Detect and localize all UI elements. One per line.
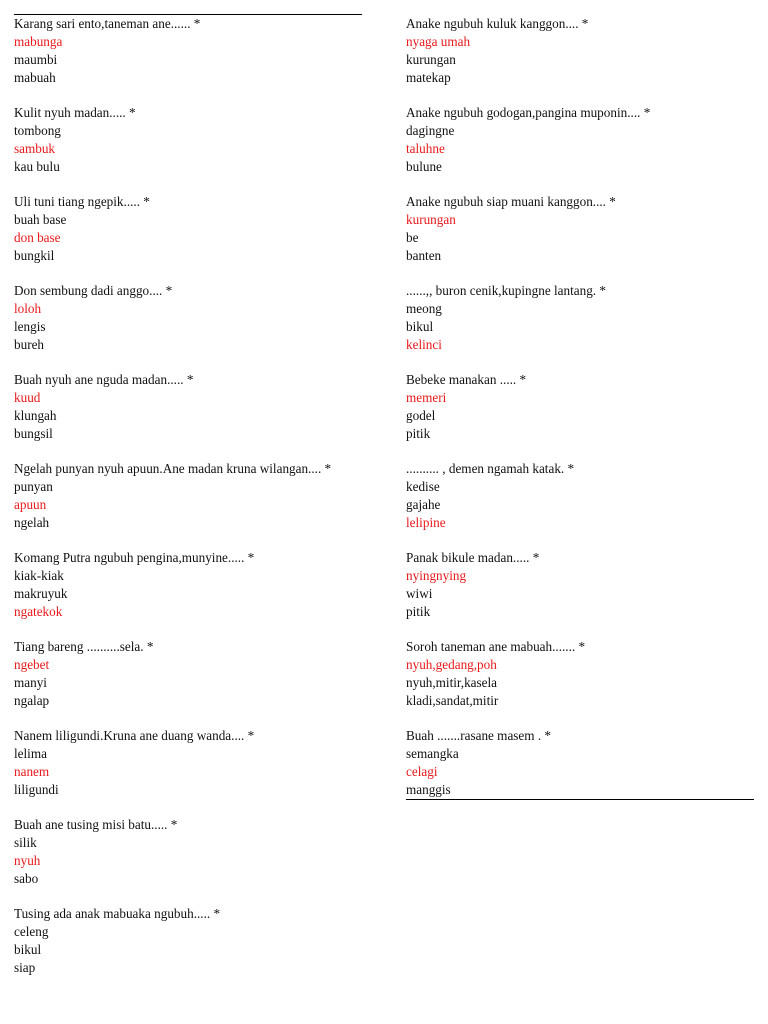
question-text: Panak bikule madan..... * [406, 550, 540, 565]
question-block [14, 460, 362, 532]
answer-option[interactable]: gajahe [406, 497, 441, 512]
answer-option-correct[interactable]: taluhne [406, 141, 445, 156]
answer-option[interactable]: kau bulu [14, 159, 60, 174]
question-text: Karang sari ento,taneman ane...... * [14, 16, 201, 31]
answer-option-correct[interactable]: loloh [14, 301, 42, 316]
question-block [14, 371, 362, 443]
question-text: Nanem liligundi.Kruna ane duang wanda.... * [14, 728, 255, 743]
question-block [14, 638, 362, 710]
answer-option[interactable]: bulune [406, 159, 442, 174]
answer-option-correct[interactable]: nyingnying [406, 568, 467, 583]
answer-option[interactable]: bungkil [14, 248, 55, 263]
answer-option-correct[interactable]: kurungan [406, 212, 456, 227]
answer-option[interactable]: bikul [14, 942, 42, 957]
question-block [406, 549, 754, 621]
answer-option[interactable]: bureh [14, 337, 45, 352]
answer-option-correct[interactable]: kelinci [406, 337, 442, 352]
answer-option[interactable]: punyan [14, 479, 53, 494]
question-text: Anake ngubuh siap muani kanggon.... * [406, 194, 616, 209]
answer-option-correct[interactable]: nanem [14, 764, 50, 779]
answer-option[interactable]: siap [14, 960, 36, 975]
answer-option[interactable]: klungah [14, 408, 57, 423]
answer-option-correct[interactable]: don base [14, 230, 61, 245]
answer-option[interactable]: liligundi [14, 782, 59, 797]
answer-option[interactable]: ngalap [14, 693, 50, 708]
answer-option[interactable]: bikul [406, 319, 434, 334]
question-block [14, 549, 362, 621]
question-block [14, 816, 362, 888]
answer-option[interactable]: banten [406, 248, 442, 263]
answer-option-correct[interactable]: celagi [406, 764, 438, 779]
answer-option[interactable]: semangka [406, 746, 459, 761]
right-column [406, 15, 754, 816]
answer-option[interactable]: lengis [14, 319, 46, 334]
question-text: Ngelah punyan nyuh apuun.Ane madan kruna wilangan.... * [14, 461, 332, 476]
answer-option-correct[interactable]: apuun [14, 497, 47, 512]
question-block [14, 727, 362, 799]
question-text: Uli tuni tiang ngepik..... * [14, 194, 150, 209]
question-text: Bebeke manakan ..... * [406, 372, 527, 387]
answer-option[interactable]: matekap [406, 70, 451, 85]
question-text: Don sembung dadi anggo.... * [14, 283, 173, 298]
question-block [14, 905, 362, 977]
answer-option[interactable]: maumbi [14, 52, 58, 67]
question-text: Buah ane tusing misi batu..... * [14, 817, 178, 832]
answer-option[interactable]: tombong [14, 123, 61, 138]
question-text: Anake ngubuh godogan,pangina muponin.... * [406, 105, 651, 120]
answer-option[interactable]: kurungan [406, 52, 456, 67]
answer-option[interactable]: bungsil [14, 426, 53, 441]
question-text: ......,, buron cenik,kupingne lantang. * [406, 283, 606, 298]
answer-option-correct[interactable]: ngatekok [14, 604, 63, 619]
answer-option[interactable]: mabuah [14, 70, 56, 85]
question-block [14, 282, 362, 354]
answer-option[interactable]: lelima [14, 746, 47, 761]
question-block [406, 460, 754, 532]
answer-option[interactable]: kiak-kiak [14, 568, 64, 583]
answer-option-correct[interactable]: mabunga [14, 34, 63, 49]
answer-option[interactable]: godel [406, 408, 436, 423]
answer-option[interactable]: meong [406, 301, 442, 316]
answer-option[interactable]: sabo [14, 871, 39, 886]
answer-option[interactable]: dagingne [406, 123, 455, 138]
question-text: Kulit nyuh madan..... * [14, 105, 136, 120]
question-block [406, 638, 754, 710]
question-block [406, 371, 754, 443]
answer-option[interactable]: manyi [14, 675, 47, 690]
question-block [406, 104, 754, 176]
answer-option[interactable]: kladi,sandat,mitir [406, 693, 499, 708]
question-text: .......... , demen ngamah katak. * [406, 461, 575, 476]
bottom-divider [406, 799, 754, 800]
answer-option[interactable]: pitik [406, 426, 431, 441]
question-block [406, 15, 754, 87]
answer-option[interactable]: manggis [406, 782, 451, 797]
question-text: Soroh taneman ane mabuah....... * [406, 639, 586, 654]
question-text: Buah nyuh ane nguda madan..... * [14, 372, 194, 387]
answer-option-correct[interactable]: nyuh,gedang,poh [406, 657, 497, 672]
left-column [14, 15, 362, 994]
question-block [406, 727, 754, 799]
question-text: Tiang bareng ..........sela. * [14, 639, 154, 654]
answer-option-correct[interactable]: kuud [14, 390, 41, 405]
answer-option[interactable]: ngelah [14, 515, 50, 530]
question-block [14, 104, 362, 176]
answer-option[interactable]: buah base [14, 212, 67, 227]
answer-option-correct[interactable]: ngebet [14, 657, 50, 672]
answer-option-correct[interactable]: memeri [406, 390, 447, 405]
answer-option[interactable]: celeng [14, 924, 49, 939]
answer-option[interactable]: pitik [406, 604, 431, 619]
answer-option[interactable]: wiwi [406, 586, 433, 601]
question-block [14, 193, 362, 265]
answer-option[interactable]: nyuh,mitir,kasela [406, 675, 498, 690]
question-block [406, 282, 754, 354]
question-block [406, 193, 754, 265]
question-block [14, 15, 362, 87]
answer-option[interactable]: silik [14, 835, 37, 850]
question-text: Komang Putra ngubuh pengina,munyine..... * [14, 550, 255, 565]
answer-option-correct[interactable]: nyuh [14, 853, 41, 868]
question-text: Tusing ada anak mabuaka ngubuh..... * [14, 906, 221, 921]
question-text: Anake ngubuh kuluk kanggon.... * [406, 16, 589, 31]
question-text: Buah .......rasane masem . * [406, 728, 552, 743]
answer-option[interactable]: be [406, 230, 419, 245]
answer-option[interactable]: kedise [406, 479, 440, 494]
answer-option-correct[interactable]: lelipine [406, 515, 446, 530]
answer-option-correct[interactable]: sambuk [14, 141, 56, 156]
answer-option[interactable]: makruyuk [14, 586, 68, 601]
answer-option-correct[interactable]: nyaga umah [406, 34, 471, 49]
